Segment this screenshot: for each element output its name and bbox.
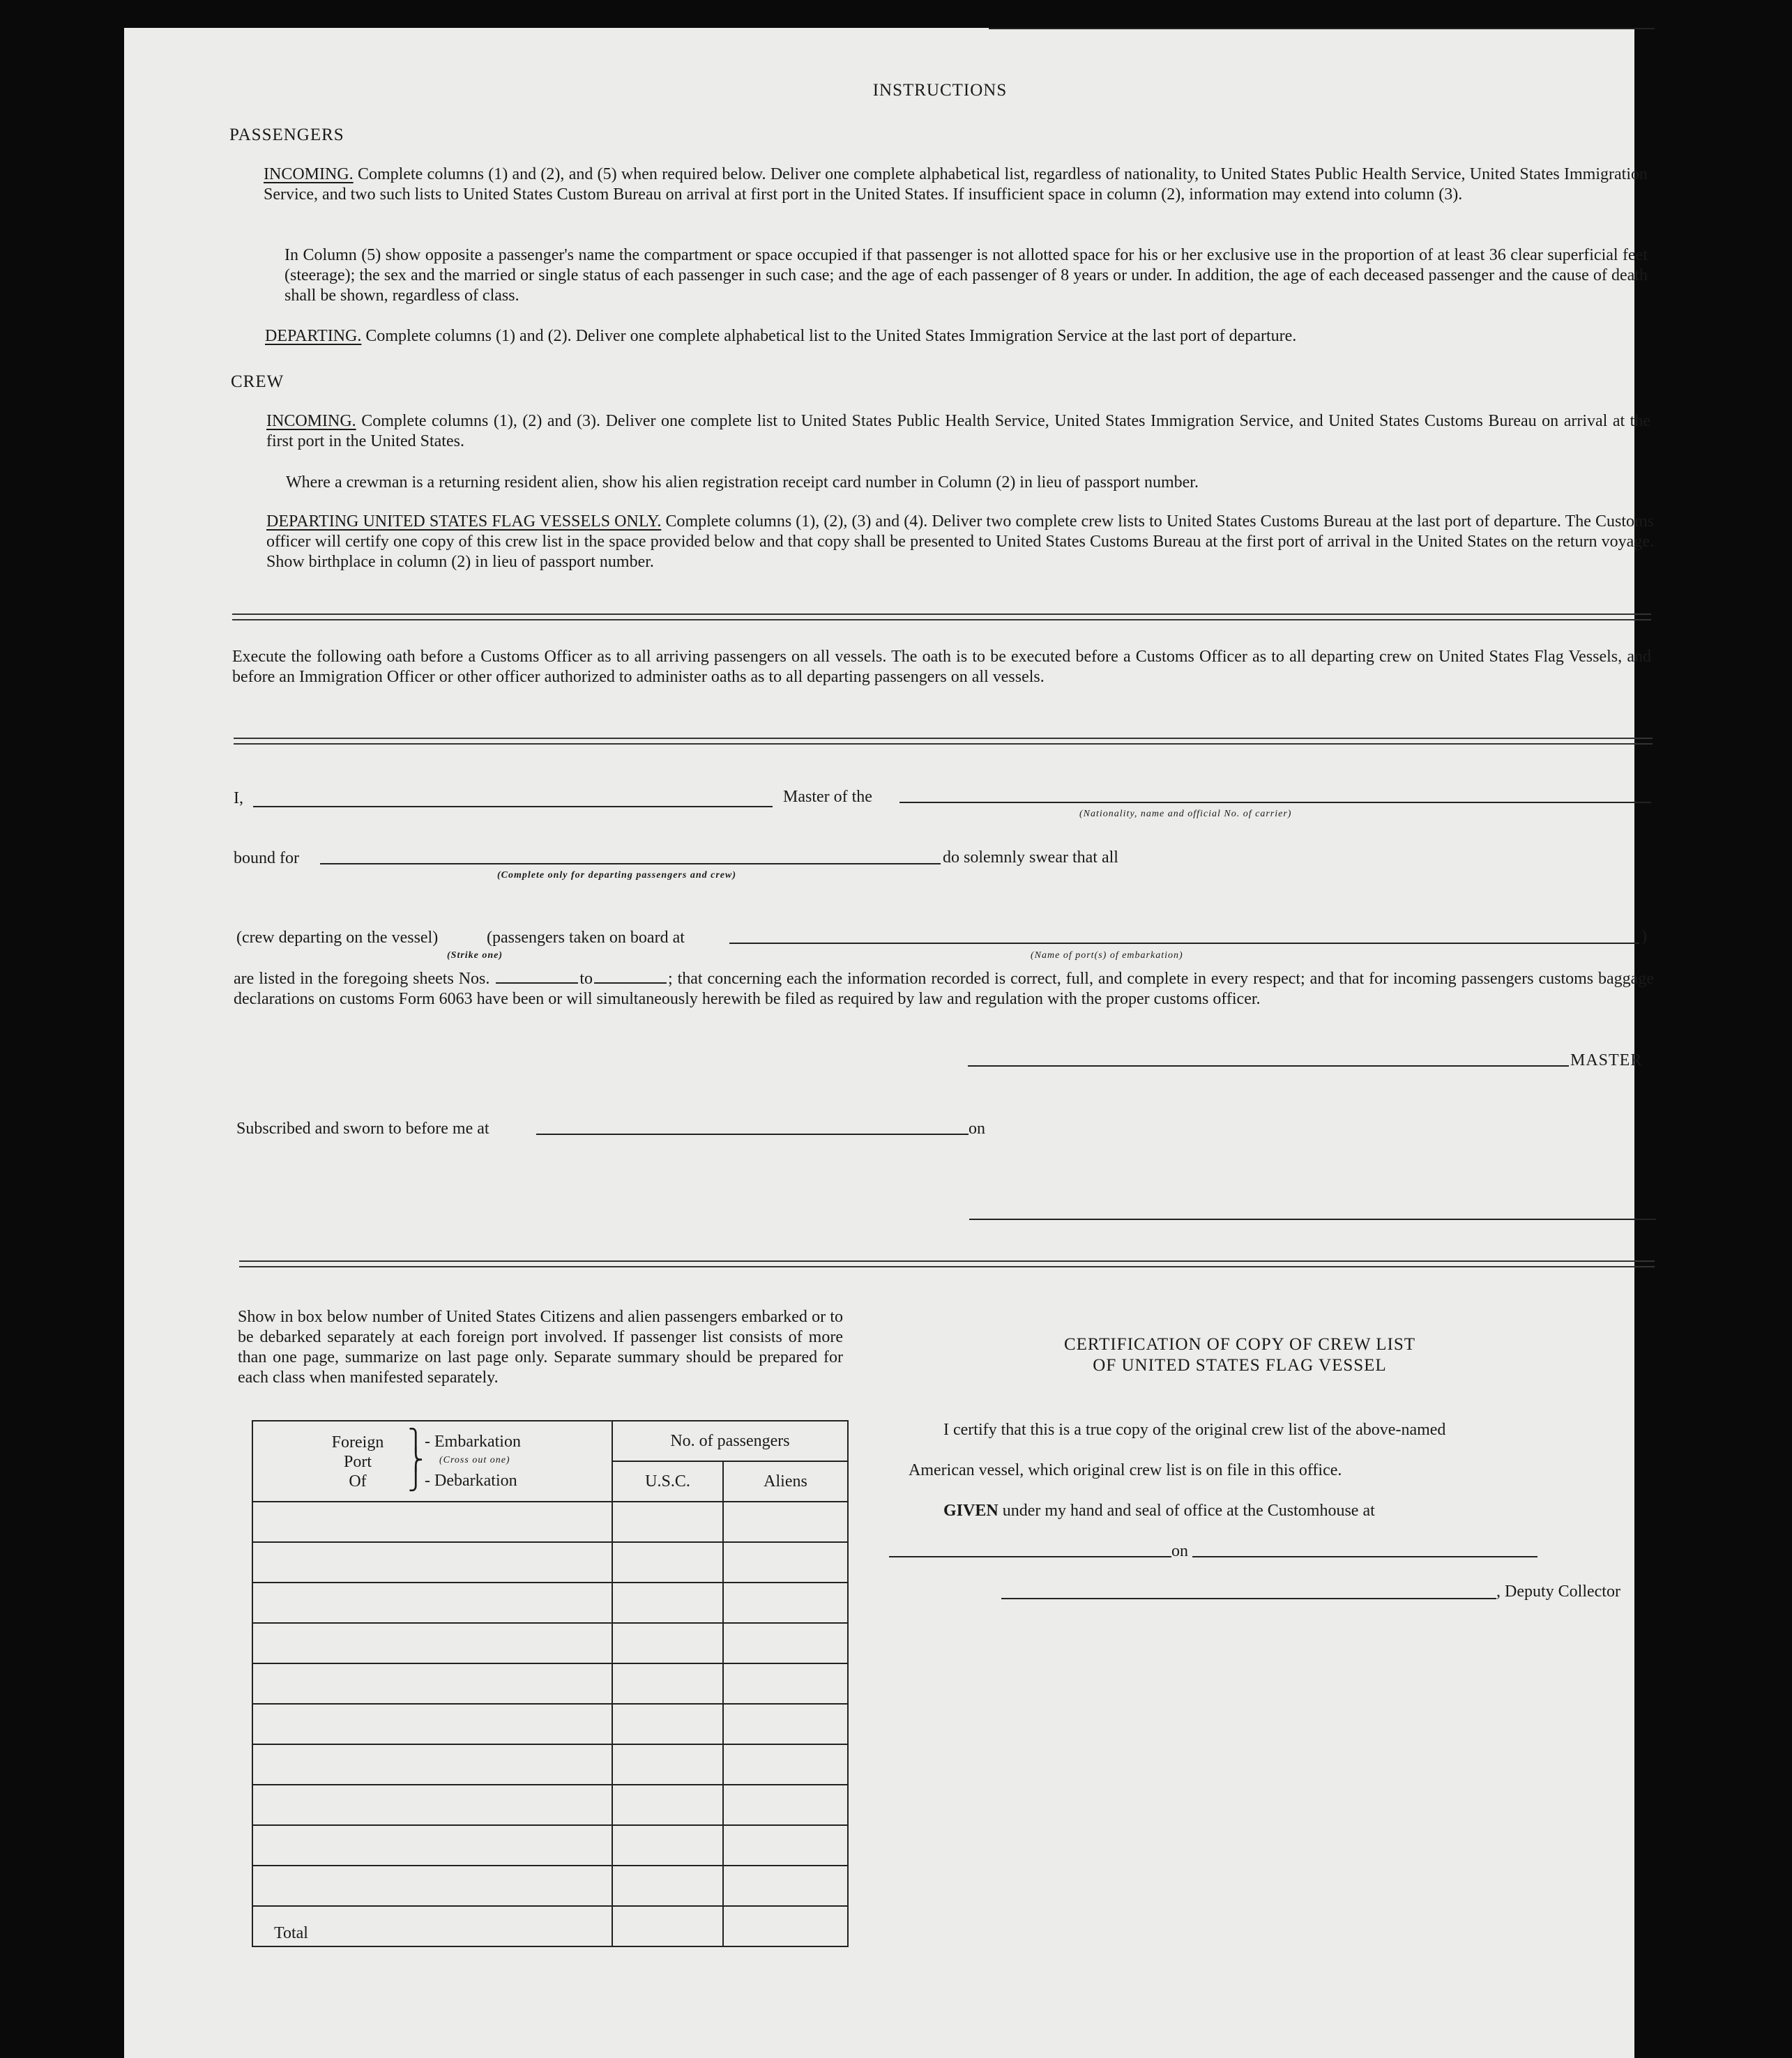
col-embarkation: - Embarkation [425,1433,521,1451]
passengers-incoming-text: Complete columns (1) and (2), and (5) when required below. Deliver one complete alphabetical list, regardless of nationality, to United States Public Health Service, United States Immigration Service, and two such lists to United States Custom Bureau on arrival at first port in the United States. If insufficient space in column (2), information may extend into column (3). [264,165,1648,204]
brace-icon: ⎫ ⎬ ⎭ [408,1429,424,1491]
total-aliens-cell[interactable] [723,1906,848,1946]
sworn-place-field[interactable] [536,1134,969,1135]
passengers-incoming-label: INCOMING. [264,165,354,183]
embarkation-ports-field[interactable] [729,943,1639,944]
ports-summary-table [252,1420,849,1947]
listed-label: are listed in the foregoing sheets Nos. [234,970,490,988]
table-row[interactable] [252,1744,848,1785]
listed-text-cont: that for incoming passengers customs baggage declarations on customs Form 6063 have been or will simultaneously herewith be filed as required by law and regulation with the proper customs officer. [234,970,1654,1008]
certify-line1: I certify that this is a true copy of the original crew list of the above-named [943,1421,1446,1439]
to-label: to [579,970,593,988]
divider-3 [239,1260,1655,1267]
table-row[interactable] [252,1825,848,1866]
crew-departing-label: DEPARTING UNITED STATES FLAG VESSELS ONLY. [266,512,662,531]
deputy-collector-label: , Deputy Collector [1496,1583,1620,1601]
passengers-column5-paragraph: In Column (5) show opposite a passenger's name the compartment or space occupied if that passenger is not allotted space for his or her exclusive use in the proportion of at least 36 clear superficial feet (steerage); the sex and the married or single status of each passenger in such case; and the age of each passenger of 8 years or under. In addition, the age of each deceased passenger and the cause of death shall be shown, regardless of class. [284,246,1648,305]
master-label: MASTER [1570,1051,1643,1069]
total-label: Total [252,1906,612,1946]
officer-signature-field[interactable] [969,1219,1656,1220]
deputy-signature-field[interactable] [1001,1598,1496,1599]
given-line [943,1502,1375,1520]
strike-one-hint: (Strike one) [447,950,503,961]
crew-departing-paragraph [266,512,1654,572]
master-name-field[interactable] [253,806,773,807]
crew-incoming-text: Complete columns (1), (2) and (3). Deliver one complete list to United States Public Health Service, United States Immigration Service, and United States Customs Bureau on arrival at the first port in the United States. [266,412,1651,450]
sheet-to-field[interactable] [594,970,667,984]
table-row[interactable] [252,1785,848,1825]
passengers-departing-text: Complete columns (1) and (2). Deliver one complete alphabetical list to the United States Immigration Service at the last port of departure. [365,327,1297,345]
divider-1 [232,613,1651,620]
col-aliens: Aliens [723,1461,848,1502]
given-bold: GIVEN [943,1502,998,1520]
bound-for-field[interactable] [320,863,941,864]
table-row[interactable] [252,1542,848,1583]
table-row[interactable] [252,1623,848,1663]
page-title: INSTRUCTIONS [872,81,1008,100]
col-port: Port [343,1453,372,1471]
passengers-departing-paragraph [265,326,1653,346]
summary-instructions: Show in box below number of United States Citizens and alien passengers embarked or to be debarked separately at each foreign port involved. If passenger list consists of more than one page, summarize on last page only. Separate summary should be prepared for each class when manifested separately. [238,1308,843,1387]
certification-title-line1: CERTIFICATION OF COPY OF CREW LIST [1063,1335,1416,1354]
passengers-departing-label: DEPARTING. [265,327,362,345]
col-usc: U.S.C. [612,1461,723,1502]
table-row[interactable] [252,1866,848,1906]
carrier-hint: (Nationality, name and official No. of carrier) [1079,809,1292,819]
bound-for-label: bound for [234,849,299,867]
table-row[interactable] [252,1663,848,1704]
crew-departing-text: Complete columns (1), (2), (3) and (4). Deliver two complete crew lists to United States Customs Bureau at the last port of departure. The Customs officer will certify one copy of this crew list in the space provided below and that copy shall be presented to United States Customs Bureau at the first port of arrival in the United States on the return voyage. Show birthplace in column (2) in lieu of passport number. [266,512,1655,571]
sworn-date-field[interactable] [989,28,1655,29]
master-signature-field[interactable] [968,1065,1569,1067]
crew-incoming-paragraph [266,411,1650,452]
close-paren: ) [1641,927,1647,945]
form-page [124,28,1655,2058]
foreign-port-header [252,1421,612,1502]
certification-title [926,1334,1554,1376]
listed-paragraph [234,969,1654,1009]
ports-embarkation-hint: (Name of port(s) of embarkation) [1031,950,1183,961]
oath-i-label: I, [234,789,243,807]
crew-resident-paragraph: Where a crewman is a returning resident alien, show his alien registration receipt card number in Column (2) in lieu of passport number. [286,473,1199,491]
table-row[interactable] [252,1704,848,1744]
swear-label: do solemnly swear that all [943,848,1118,867]
col-debarkation: - Debarkation [425,1472,517,1490]
crew-departing-option[interactable]: (crew departing on the vessel) [236,929,439,947]
sheet-from-field[interactable] [496,970,578,984]
certification-on-label: on [1171,1542,1188,1560]
table-row[interactable] [252,1583,848,1623]
listed-text-end: ; that concerning each the information recorded is correct, full, and complete in every respect; and [667,970,1335,988]
table-row[interactable] [252,1502,848,1542]
passengers-incoming-paragraph [264,165,1648,205]
col-of: Of [349,1472,367,1491]
total-usc-cell[interactable] [612,1906,723,1946]
crew-incoming-label: INCOMING. [266,412,356,430]
crew-heading: CREW [231,372,284,391]
certification-date-field[interactable] [1192,1556,1537,1557]
divider-2 [234,738,1653,745]
subscribed-label: Subscribed and sworn to before me at [236,1120,489,1138]
passengers-heading: PASSENGERS [229,125,344,144]
passengers-taken-option[interactable]: (passengers taken on board at [487,929,685,947]
col-cross-out: (Cross out one) [439,1455,510,1465]
customhouse-field[interactable] [889,1556,1171,1557]
sworn-on-label: on [969,1120,985,1138]
certify-line2: American vessel, which original crew list is on file in this office. [909,1461,1342,1479]
bound-for-hint: (Complete only for departing passengers and crew) [497,870,736,881]
master-of-label: Master of the [783,788,872,806]
given-text: under my hand and seal of office at the Customhouse at [1002,1502,1375,1520]
col-passengers: No. of passengers [612,1421,848,1461]
oath-instructions: Execute the following oath before a Customs Officer as to all arriving passengers on all vessels. The oath is to be executed before a Customs Officer as to all departing crew on United States Flag Vessels, and before an Immigration Officer or other officer authorized to administer oaths as to all departing passengers on all vessels. [232,648,1651,686]
col-foreign: Foreign [331,1433,384,1451]
carrier-field[interactable] [899,802,1651,803]
total-row[interactable] [252,1906,848,1946]
certification-title-line2: OF UNITED STATES FLAG VESSEL [1093,1356,1387,1375]
